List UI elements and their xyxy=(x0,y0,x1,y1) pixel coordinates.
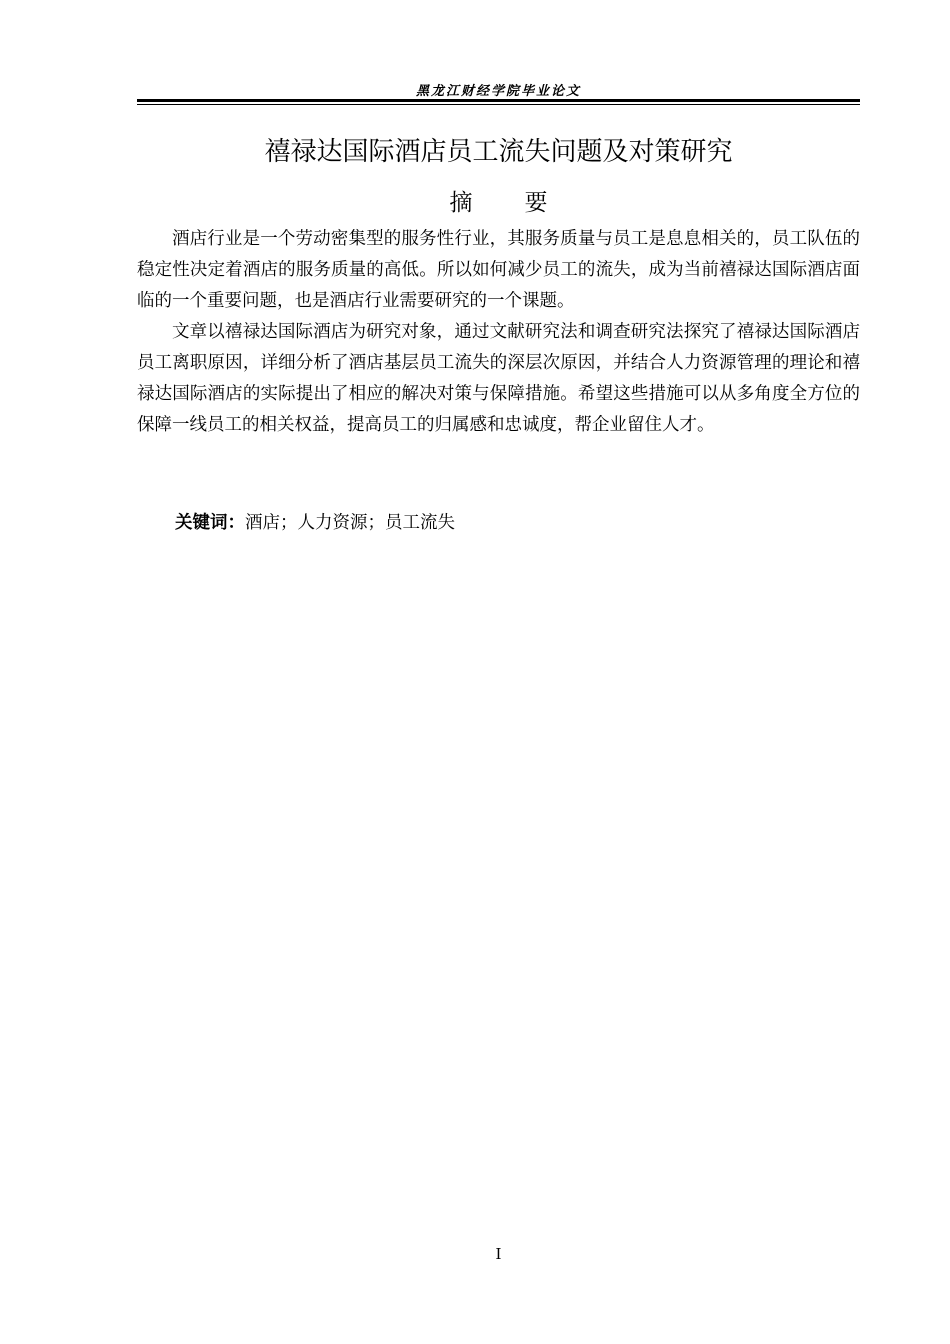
abstract-paragraph-1: 酒店行业是一个劳动密集型的服务性行业，其服务质量与员工是息息相关的，员工队伍的稳定性决定着酒店的服务质量的高低。所以如何减少员工的流失，成为当前禧禄达国际酒店面临的一个重要问题，也是酒店行业需要研究的一个课题。 xyxy=(137,229,860,311)
abstract-heading xyxy=(137,187,860,219)
running-header: 黑龙江财经学院毕业论文 xyxy=(415,84,581,99)
abstract-heading-char-1: 摘 xyxy=(449,190,473,216)
header-rule-thin xyxy=(137,104,860,105)
thesis-title: 禧禄达国际酒店员工流失问题及对策研究 xyxy=(264,137,733,167)
abstract-heading-char-2: 要 xyxy=(524,190,548,216)
keywords-line xyxy=(175,508,455,539)
keywords-value: 酒店；人力资源；员工流失 xyxy=(245,513,455,533)
abstract-paragraph-2: 文章以禧禄达国际酒店为研究对象，通过文献研究法和调查研究法探究了禧禄达国际酒店员工离职原因，详细分析了酒店基层员工流失的深层次原因，并结合人力资源管理的理论和禧禄达国际酒店的实际提出了相应的解决对策与保障措施。希望这些措施可以从多角度全方位的保障一线员工的相关权益，提高员工的归属感和忠诚度，帮企业留住人才。 xyxy=(137,322,860,435)
header-rule-thick xyxy=(137,99,860,102)
keywords-label: 关键词： xyxy=(175,513,245,533)
page-number: I xyxy=(495,1245,502,1263)
abstract-body xyxy=(137,224,860,441)
